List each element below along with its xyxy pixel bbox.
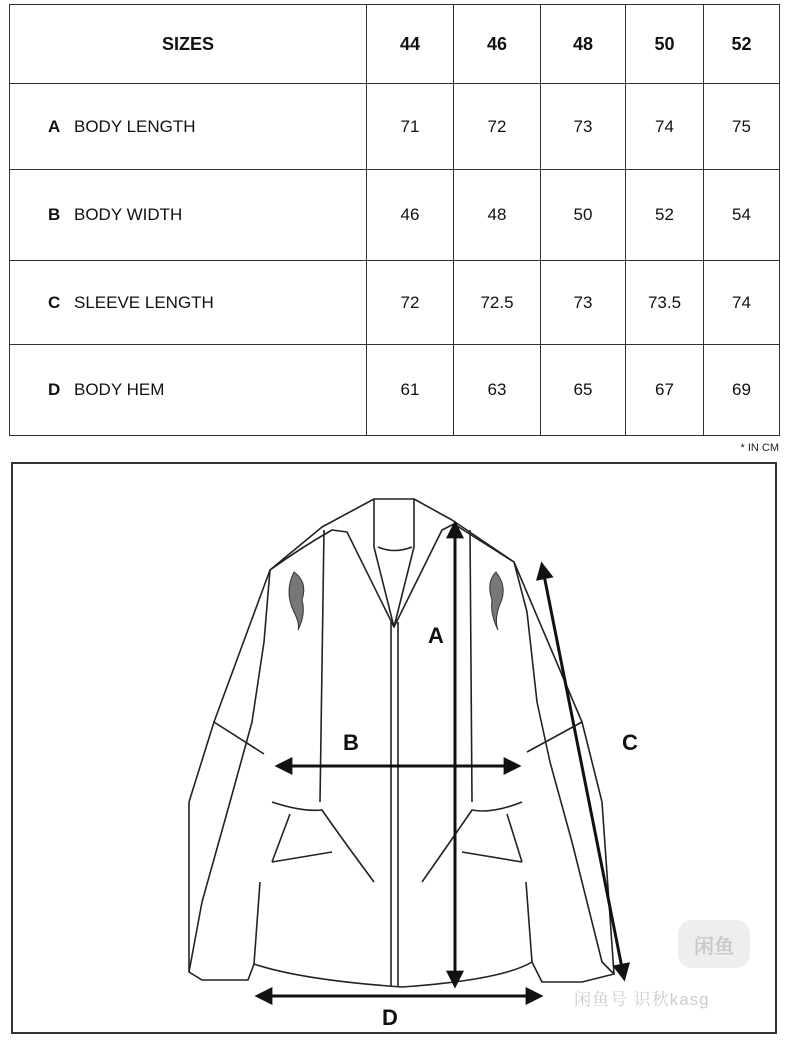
jacket-illustration	[13, 464, 779, 1036]
table-cell: 50	[541, 170, 626, 261]
table-cell: 73	[541, 261, 626, 345]
table-cell: 72	[367, 261, 454, 345]
body-hem-row	[10, 345, 780, 436]
table-cell: 73	[541, 84, 626, 170]
table-cell: 74	[626, 84, 704, 170]
row-key: C	[48, 292, 61, 312]
table-cell: 52	[626, 170, 704, 261]
arrow-sleeve-length	[542, 565, 624, 978]
table-cell: 67	[626, 345, 704, 436]
table-cell: 72.5	[454, 261, 541, 345]
table-cell: 61	[367, 345, 454, 436]
table-cell: 63	[454, 345, 541, 436]
body-hem-label	[10, 345, 367, 436]
sleeve-length-row	[10, 261, 780, 345]
sleeve-length-label	[10, 261, 367, 345]
row-name: BODY WIDTH	[74, 205, 183, 224]
table-cell: 73.5	[626, 261, 704, 345]
row-name: BODY HEM	[74, 380, 165, 399]
watermark-text: 闲鱼号 识秋kasg	[574, 990, 710, 1009]
label-a: A	[428, 623, 444, 648]
body-width-label	[10, 170, 367, 261]
table-cell: 72	[454, 84, 541, 170]
jacket-diagram	[11, 462, 777, 1034]
body-length-label	[10, 84, 367, 170]
table-cell: 48	[454, 170, 541, 261]
jacket-outline	[189, 499, 614, 987]
table-cell: 75	[704, 84, 780, 170]
row-name: BODY LENGTH	[74, 116, 196, 136]
row-key: B	[48, 205, 61, 224]
row-name: SLEEVE LENGTH	[74, 292, 214, 312]
label-d: D	[382, 1005, 398, 1030]
size-46-header: 46	[454, 5, 541, 84]
size-44-header: 44	[367, 5, 454, 84]
size-50-header: 50	[626, 5, 704, 84]
table-cell: 74	[704, 261, 780, 345]
size-52-header: 52	[704, 5, 780, 84]
unit-note: * IN CM	[740, 442, 779, 454]
sizes-header: SIZES	[10, 5, 367, 84]
size-header-row	[10, 5, 780, 84]
row-key: D	[48, 380, 61, 399]
body-width-row	[10, 170, 780, 261]
table-cell: 69	[704, 345, 780, 436]
table-cell: 65	[541, 345, 626, 436]
measurement-arrows	[258, 524, 624, 996]
body-length-row	[10, 84, 780, 170]
watermark-badge: 闲鱼	[678, 920, 750, 968]
row-key: A	[48, 116, 61, 136]
table-cell: 71	[367, 84, 454, 170]
size-chart-table	[9, 4, 780, 436]
table-cell: 54	[704, 170, 780, 261]
size-48-header: 48	[541, 5, 626, 84]
label-b: B	[343, 730, 359, 755]
label-c: C	[622, 730, 638, 755]
table-cell: 46	[367, 170, 454, 261]
